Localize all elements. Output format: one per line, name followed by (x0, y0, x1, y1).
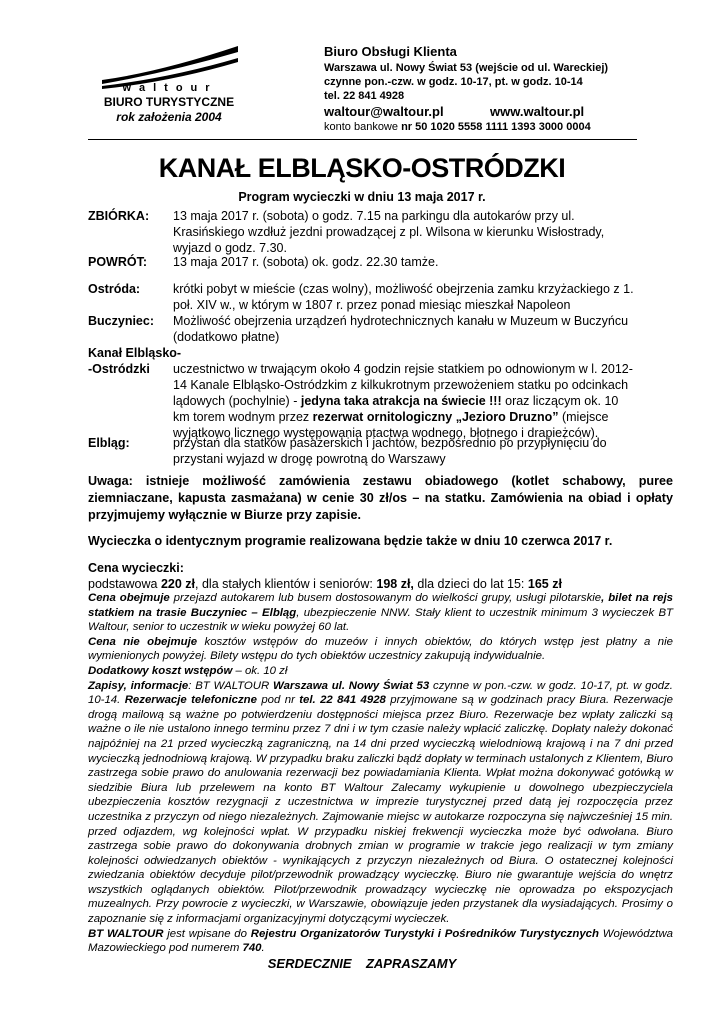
registry-info: BT WALTOUR jest wpisane do Rejestru Organizatorów Turystyki i Pośredników Turystycznych Województwa Mazowieckiego pod numerem 740. (88, 927, 674, 955)
kanal-line: wyjątkowo licznego występowania ptactwa wodnego, błotnego i drapieżców). (173, 426, 599, 440)
powrot-text: 13 maja 2017 r. (sobota) ok. godz. 22.30 tamże. (173, 255, 439, 269)
header-hours: czynne pon.-czw. w godz. 10-17, pt. w godz. 10-14 (324, 76, 583, 88)
price-senior: 198 zł, (376, 577, 414, 591)
buczyniec-line: (dodatkowo płatne) (173, 330, 280, 344)
header-divider (88, 139, 637, 140)
zbiorka-label: ZBIÓRKA: (88, 209, 150, 223)
kanal-label: Kanał Elbląsko- (88, 346, 182, 360)
header-bank (324, 121, 591, 133)
footer-invitation: SERDECZNIE ZAPRASZAMY (267, 956, 457, 971)
header-email[interactable]: waltour@waltour.pl (324, 104, 444, 119)
terms-block (88, 591, 673, 956)
booking-info: Zapisy, informacje: BT WALTOUR Warszawa ul. Nowy Świat 53 czynne w pon.-czw. w godz. 10-17, pt. w godz. 10-14. Rezerwacje telefoniczne pod nr tel. 22 841 4928 przyjmowane są w godzinach pracy Biura. Rezerwacje drogą mailową są ważne po potwierdzeniu dostępności miejsca przez Biuro. Rezerwacje bez wpłaty zaliczki są ważne o ile nie ustalono innego terminu przez 7 dni i w tym czasie należy wpłacić zaliczkę. Dopłaty należy dokonać najpóźniej na 21 przed wycieczką zagraniczną, na 14 dni przed wycieczką wielodniową krajową i na 7 dni przed wycieczką jednodniową krajową. W przypadku braku zaliczki bądź dopłaty w terminach ustalonych z Klientem, Biuro zastrzega sobie prawo do anulowania rezerwacji bez powiadamiania Klienta. Wpłat można dokonywać gotówką w siedzibie Biura lub przelewem na konto BT Waltour Zalecamy wykupienie u dowolnego ubezpieczyciela ubezpieczenia kosztów rezygnacji z uczestnictwa w imprezie turystycznej przed datą jej rozpoczęcia przez uczestnika z przyczyn od niego niezależnych. Zajmowanie miejsc w autokarze rozpoczyna się najwcześniej 15 min. przed odjazdem, wg kolejności wpłat. W przypadku niskiej frekwencji wycieczka może być odwołana. Biuro zastrzega sobie prawo do dokonywania drobnych zmian w programie w trakcie jego realizacji w tym zmiany kolejności odwiedzanych obiektów - wynikających z przyczyn niezależnych od Biura. O ostatecznej kolejności zwiedzania obiektów decyduje pilot/przewodnik prowadzący wycieczkę. Biuro nie gwarantuje wejścia do wnętrz wszystkich oglądanych obiektów. Pilot/przewodnik prowadzący wycieczkę nie oprowadza po ekspozycjach muzealnych. Przy powrocie z wycieczki, w Warszawie, obowiązuje jeden przystanek dla wysiadających. Prosimy o zapoznanie się z informacjami organizacyjnymi dotyczącymi wycieczek. (88, 679, 673, 926)
logo-company-type: BIURO TURYSTYCZNE (103, 95, 235, 109)
kanal-line: 14 Kanale Elbląsko-Ostródzkim z kilkukrotnym przewożeniem statku po odcinkach (173, 378, 629, 392)
price-heading: Cena wycieczki: (88, 561, 184, 575)
zbiorka-line: 13 maja 2017 r. (sobota) o godz. 7.15 na parkingu dla autokarów przy ul. (173, 209, 575, 223)
extra-cost: Dodatkowy koszt wstępów – ok. 10 zł (88, 664, 288, 677)
highlight-reserve: rezerwat ornitologiczny „Jezioro Druzno” (312, 410, 559, 424)
header-phone: tel. 22 841 4928 (324, 90, 405, 102)
page-title: KANAŁ ELBLĄSKO-OSTRÓDZKI (158, 153, 566, 183)
buczyniec-label: Buczyniec: (88, 314, 154, 328)
header-title: Biuro Obsługi Klienta (324, 44, 457, 59)
elblag-line: przystani wyjazd w drogę powrotną do Warszawy (173, 452, 446, 466)
header-address: Warszawa ul. Nowy Świat 53 (wejście od ul. Wareckiej) (324, 62, 609, 74)
price-line: podstawowa 220 zł, dla stałych klientów i seniorów: 198 zł, dla dzieci do lat 15: 165 zł (88, 577, 562, 591)
price-base: 220 zł (160, 577, 196, 591)
header-website[interactable]: www.waltour.pl (490, 104, 585, 119)
logo-word: waltour (122, 82, 218, 94)
powrot-label: POWRÓT: (88, 255, 148, 269)
elblag-label: Elbląg: (88, 436, 130, 450)
ostroda-label: Ostróda: (88, 282, 141, 296)
kanal-line: uczestnictwo w trwającym około 4 godzin rejsie statkiem po odnowionym w l. 2012- (173, 362, 633, 376)
kanal-label-cont: -Ostródzki (88, 362, 150, 376)
buczyniec-line: Możliwość obejrzenia urządzeń hydrotechnicznych kanału w Muzeum w Buczyńcu (173, 314, 629, 328)
logo-founded: rok założenia 2004 (116, 110, 222, 124)
price-excludes: Cena nie obejmuje kosztów wstępów do muzeów i innych obiektów, do których wstęp jest płatny a nie wymienionych powyżej. Bilety wstępu do tych obiektów uczestnicy zakupują indywidualnie. (88, 635, 673, 663)
repeat-note: Wycieczka o identycznym programie realizowana będzie także w dniu 10 czerwca 2017 r. (88, 534, 613, 548)
zbiorka-line: Krasińskiego wzdłuż jezdni prowadzącej z pl. Wilsona w kierunku Wisłostrady, (173, 225, 605, 239)
kanal-line: lądowych (pochylnie) - jedyna taka atrakcja na świecie !!! oraz liczącym ok. 10 (173, 394, 619, 408)
kanal-line: km torem wodnym przez rezerwat ornitologiczny „Jezioro Druzno” (miejsce (173, 410, 609, 424)
ostroda-line: poł. XIV w., w którym w 1807 r. przez ponad miesiąc mieszkał Napoleon (173, 298, 571, 312)
bank-number: nr 50 1020 5558 1111 1393 3000 0004 (401, 121, 591, 133)
zbiorka-line: wyjazd o godz. 7.30. (173, 241, 287, 255)
price-includes: Cena obejmuje przejazd autokarem lub busem dostosowanym do wielkości grupy, usługi pilotarskie, bilet na rejs statkiem na trasie Buczyniec – Elbląg, ubezpieczenie NNW. Stały klient to uczestnik minimum 3 wycieczek BT Waltour, senior to uczestnik w wieku powyżej 60 lat. (88, 592, 673, 634)
elblag-line: przystań dla statków pasażerskich i jachtów, bezpośrednio po przypłynięciu do (173, 436, 607, 450)
bank-label: konto bankowe (324, 121, 402, 133)
highlight-attraction: jedyna taka atrakcja na świecie !!! (300, 394, 502, 408)
uwaga-note: Uwaga: istnieje możliwość zamówienia zestawu obiadowego (kotlet schabowy, puree ziemniaczane, kapusta zasmażana) w cenie 30 zł/os – na statku. Zamówienia na obiad i opłaty przyjmujemy wyłącznie w Biurze przy zapisie. (88, 474, 673, 522)
page-subtitle: Program wycieczki w dniu 13 maja 2017 r. (238, 190, 486, 204)
price-child: 165 zł (527, 577, 562, 591)
ostroda-line: krótki pobyt w mieście (czas wolny), możliwość obejrzenia zamku krzyżackiego z 1. (173, 282, 634, 296)
